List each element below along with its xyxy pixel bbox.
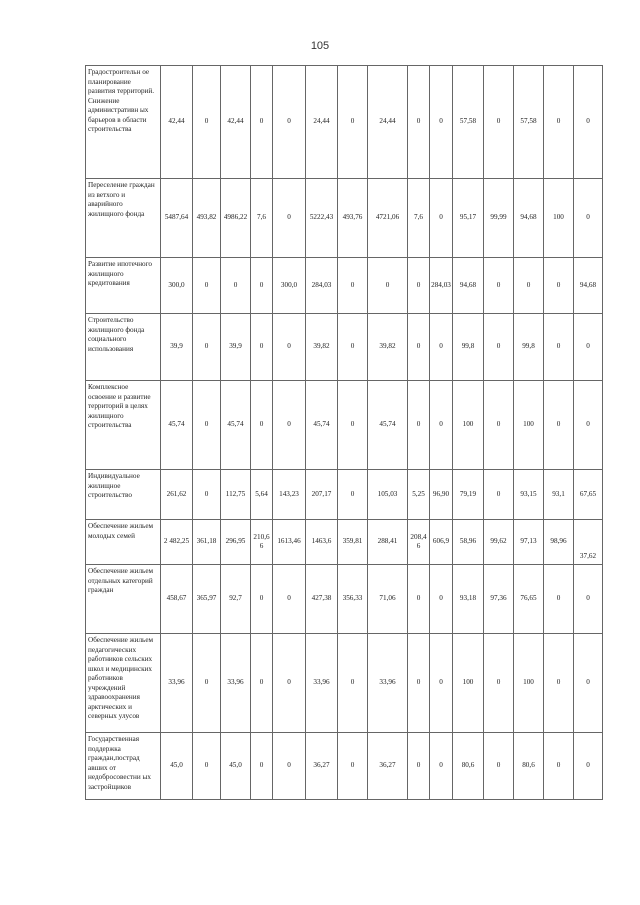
value-cell: 0: [273, 179, 306, 258]
page-number: 105: [310, 40, 330, 52]
value-cell: 361,18: [193, 520, 221, 565]
table-row: [86, 381, 603, 470]
value-cell: 93,1: [544, 470, 574, 520]
value-cell: 0: [251, 314, 273, 381]
value-cell: 0: [193, 66, 221, 179]
value-cell: 0: [574, 733, 603, 800]
value-cell: 94,68: [453, 258, 484, 314]
table-row: [86, 314, 603, 381]
value-cell: 39,9: [161, 314, 193, 381]
value-cell: 0: [544, 66, 574, 179]
value-cell: 0: [408, 258, 430, 314]
row-name-cell: Комплексное освоение и развитие территорий в целях жилищного строительства: [86, 381, 161, 470]
value-cell: 284,03: [430, 258, 453, 314]
value-cell: 39,82: [306, 314, 338, 381]
value-cell: 2 482,25: [161, 520, 193, 565]
value-cell: 112,75: [221, 470, 251, 520]
value-cell: 0: [408, 66, 430, 179]
value-cell: 93,15: [514, 470, 544, 520]
value-cell: 42,44: [161, 66, 193, 179]
row-name-cell: Переселение граждан из ветхого и аварийного жилищного фонда: [86, 179, 161, 258]
value-cell: 0: [408, 565, 430, 634]
value-cell: 0: [484, 381, 514, 470]
value-cell: 45,74: [161, 381, 193, 470]
value-cell: 94,68: [514, 179, 544, 258]
value-cell: 0: [408, 634, 430, 733]
value-cell: 33,96: [306, 634, 338, 733]
value-cell: 71,06: [368, 565, 408, 634]
value-cell: 80,6: [514, 733, 544, 800]
value-cell: 284,03: [306, 258, 338, 314]
value-cell: 0: [273, 634, 306, 733]
value-cell: 100: [453, 634, 484, 733]
value-cell: 208,46: [408, 520, 430, 565]
value-cell: 33,96: [368, 634, 408, 733]
value-cell: 0: [574, 179, 603, 258]
value-cell: 427,38: [306, 565, 338, 634]
value-cell: 0: [193, 381, 221, 470]
value-cell: 0: [574, 314, 603, 381]
value-cell: 99,8: [453, 314, 484, 381]
row-name-cell: Развитие ипотечного жилищного кредитования: [86, 258, 161, 314]
value-cell: 0: [338, 634, 368, 733]
value-cell: 0: [338, 470, 368, 520]
value-cell: 0: [544, 733, 574, 800]
row-name-cell: Градостроительн ое планирование развития территорий. Снижение административн ых барьеров в области строительства: [86, 66, 161, 179]
value-cell: 92,7: [221, 565, 251, 634]
table-row: [86, 634, 603, 733]
value-cell: 261,62: [161, 470, 193, 520]
value-cell: 36,27: [306, 733, 338, 800]
value-cell: 0: [251, 381, 273, 470]
value-cell: 33,96: [221, 634, 251, 733]
value-cell: 493,82: [193, 179, 221, 258]
value-cell: 0: [484, 66, 514, 179]
table-row: [86, 258, 603, 314]
value-cell: 98,96: [544, 520, 574, 565]
value-cell: 5,64: [251, 470, 273, 520]
value-cell: 300,0: [273, 258, 306, 314]
value-cell: 0: [574, 66, 603, 179]
value-cell: 0: [273, 66, 306, 179]
value-cell: 0: [251, 733, 273, 800]
row-name-cell: Индивидуальное жилищное строительство: [86, 470, 161, 520]
value-cell: 99,99: [484, 179, 514, 258]
row-name-cell: Обеспечение жильем отдельных категорий граждан: [86, 565, 161, 634]
value-cell: 0: [544, 381, 574, 470]
value-cell: 100: [514, 634, 544, 733]
value-cell: 58,96: [453, 520, 484, 565]
value-cell: 493,76: [338, 179, 368, 258]
value-cell: 97,36: [484, 565, 514, 634]
value-cell: 0: [193, 470, 221, 520]
row-name-cell: Строительство жилищного фонда социального использования: [86, 314, 161, 381]
value-cell: 0: [574, 565, 603, 634]
value-cell: 0: [430, 314, 453, 381]
value-cell: 0: [338, 258, 368, 314]
value-cell: 79,19: [453, 470, 484, 520]
value-cell: 0: [251, 565, 273, 634]
value-cell: 80,6: [453, 733, 484, 800]
value-cell: 606,9: [430, 520, 453, 565]
value-cell: 33,96: [161, 634, 193, 733]
value-cell: 210,66: [251, 520, 273, 565]
value-cell: 39,82: [368, 314, 408, 381]
value-cell: 0: [193, 733, 221, 800]
value-cell: 0: [430, 733, 453, 800]
value-cell: 0: [338, 381, 368, 470]
value-cell: 288,41: [368, 520, 408, 565]
value-cell: 0: [484, 733, 514, 800]
value-cell: 0: [544, 258, 574, 314]
value-cell: 0: [193, 258, 221, 314]
value-cell: 0: [484, 258, 514, 314]
table-body: [86, 66, 603, 800]
value-cell: 0: [484, 634, 514, 733]
value-cell: 94,68: [574, 258, 603, 314]
value-cell: 96,90: [430, 470, 453, 520]
value-cell: 0: [408, 381, 430, 470]
value-cell: 0: [544, 565, 574, 634]
value-cell: 0: [338, 314, 368, 381]
value-cell: 24,44: [306, 66, 338, 179]
value-cell: 0: [221, 258, 251, 314]
value-cell: 39,9: [221, 314, 251, 381]
value-cell: 5487,64: [161, 179, 193, 258]
value-cell: 0: [338, 733, 368, 800]
value-cell: 0: [484, 470, 514, 520]
value-cell: 0: [514, 258, 544, 314]
value-cell: 356,33: [338, 565, 368, 634]
value-cell: 0: [544, 634, 574, 733]
value-cell: 76,65: [514, 565, 544, 634]
value-cell: 45,74: [368, 381, 408, 470]
row-name-cell: Обеспечение жильем педагогических работников сельских школ и медицинских работников учреждений здравоохранения арктических и северных улусов: [86, 634, 161, 733]
value-cell: 0: [484, 314, 514, 381]
value-cell: 0: [574, 381, 603, 470]
value-cell: 0: [273, 314, 306, 381]
value-cell: 7,6: [251, 179, 273, 258]
row-name-cell: Государственная поддержка граждан,пострад авших от недобросовестни ых застройщиков: [86, 733, 161, 800]
value-cell: 67,65: [574, 470, 603, 520]
value-cell: 1613,46: [273, 520, 306, 565]
value-cell: 97,13: [514, 520, 544, 565]
report-table: [85, 65, 603, 800]
value-cell: 0: [193, 314, 221, 381]
value-cell: 0: [408, 733, 430, 800]
value-cell: 0: [430, 565, 453, 634]
value-cell: 143,23: [273, 470, 306, 520]
value-cell: 4721,06: [368, 179, 408, 258]
value-cell: 0: [368, 258, 408, 314]
value-cell: 0: [251, 66, 273, 179]
table-row: [86, 520, 603, 565]
value-cell: 45,0: [221, 733, 251, 800]
value-cell: 0: [338, 66, 368, 179]
value-cell: 0: [193, 634, 221, 733]
table-row: [86, 66, 603, 179]
table-row: [86, 565, 603, 634]
value-cell: 5,25: [408, 470, 430, 520]
value-cell: 0: [273, 381, 306, 470]
table-row: [86, 470, 603, 520]
value-cell: 0: [273, 733, 306, 800]
value-cell: 0: [251, 258, 273, 314]
value-cell: 207,17: [306, 470, 338, 520]
value-cell: 95,17: [453, 179, 484, 258]
value-cell: 300,0: [161, 258, 193, 314]
value-cell: 36,27: [368, 733, 408, 800]
value-cell: 359,81: [338, 520, 368, 565]
value-cell: 100: [544, 179, 574, 258]
row-name-cell: Обеспечение жильем молодых семей: [86, 520, 161, 565]
value-cell: 99,62: [484, 520, 514, 565]
value-cell: 0: [430, 634, 453, 733]
value-cell: 57,58: [453, 66, 484, 179]
value-cell: 1463,6: [306, 520, 338, 565]
value-cell: 0: [273, 565, 306, 634]
value-cell: 458,67: [161, 565, 193, 634]
table-row: [86, 179, 603, 258]
value-cell: 0: [574, 634, 603, 733]
value-cell: 0: [408, 314, 430, 381]
value-cell: 7,6: [408, 179, 430, 258]
value-cell: 0: [430, 381, 453, 470]
value-cell: 57,58: [514, 66, 544, 179]
value-cell: 99,8: [514, 314, 544, 381]
value-cell: 5222,43: [306, 179, 338, 258]
value-cell: 365,97: [193, 565, 221, 634]
value-cell: 0: [430, 179, 453, 258]
value-cell: 42,44: [221, 66, 251, 179]
value-cell: 45,74: [221, 381, 251, 470]
value-cell: 0: [544, 314, 574, 381]
value-cell: 45,0: [161, 733, 193, 800]
value-cell: 105,03: [368, 470, 408, 520]
table-row: [86, 733, 603, 800]
value-cell: 37,62: [574, 520, 603, 565]
value-cell: 296,95: [221, 520, 251, 565]
value-cell: 0: [430, 66, 453, 179]
value-cell: 100: [453, 381, 484, 470]
value-cell: 45,74: [306, 381, 338, 470]
value-cell: 24,44: [368, 66, 408, 179]
value-cell: 0: [251, 634, 273, 733]
value-cell: 93,18: [453, 565, 484, 634]
value-cell: 4986,22: [221, 179, 251, 258]
value-cell: 100: [514, 381, 544, 470]
